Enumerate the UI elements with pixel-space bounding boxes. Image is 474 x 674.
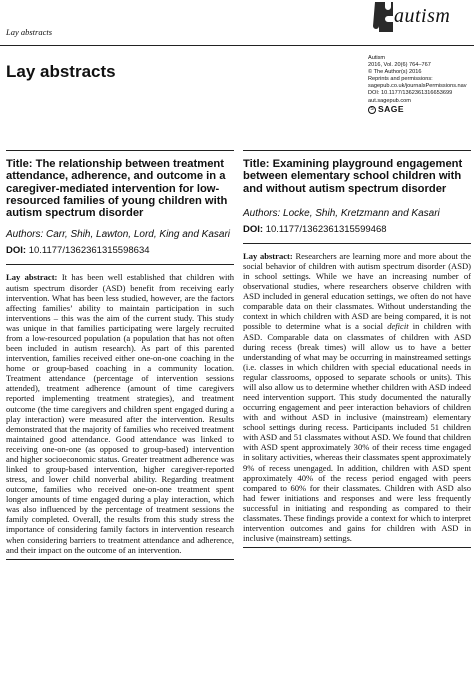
lay-abstract-emphasis: deficit <box>387 321 409 332</box>
doi-rule <box>6 264 234 265</box>
abstract-right <box>243 158 471 548</box>
running-head: Lay abstracts <box>6 27 53 37</box>
article-doi[interactable]: DOI: 10.1177/1362361316653699 <box>368 90 453 97</box>
lay-abstract-text: Researchers are learning more and more about the social behavior of children with autism spectrum disorder (ASD) in school settings. While we have an increasing number of observational studies, where researchers observe children with ASD included in general education settings, we often do not have comparable data on their classmates. Without understanding the context in which children with ASD are being compared, it is not possible to determine what is a social <box>243 250 472 332</box>
bottom-rule <box>6 559 234 560</box>
lay-abstract-body <box>6 272 234 554</box>
abstract-title: Title: Examining playground engagement between elementary school children with and without autism spectrum disorder <box>243 158 463 195</box>
abstract-authors: Authors: Locke, Shih, Kretzmann and Kasari <box>243 207 440 219</box>
journal-name: Autism <box>368 55 386 61</box>
header-rule <box>0 45 474 46</box>
lay-abstract-body <box>243 251 471 543</box>
column-rule-right <box>243 150 471 151</box>
lay-abstract-text: in children with ASD. Comparable data on classmates of children with ASD during recess (break times) will allow us to have a better understanding of what may be occurring in mainstreamed settings (i.e. classes in which children with special educational needs in regular classrooms, opposed to separate schools or units). This will also allow us to determine whether children with ASD indeed need intervention support. This study documented the naturally occurring engagement and peer interaction behaviors of children with and without ASD in inclusive (mainstream) elementary school settings during recess. Participants included 51 children with ASD and 51 classmates without ASD. We found that children with ASD spent approximately 30% of their recess time engaged in solitary activities, whereas their classmates spent approximately 9% of recess unengaged. In addition, children with ASD spent approximately 40% of the recess period engaged with peers compared to 60% for their classmates. Children with ASD also had fewer initiations and responses and were less frequently successful in initiating and responding as compared to their classmates. These findings provide a context for which to interpret intervention outcomes and gains for children with ASD in inclusive (mainstream) settings. <box>243 321 471 544</box>
journal-logo: autism <box>394 5 451 27</box>
permissions-link[interactable]: sagepub.co.uk/journalsPermissions.nav <box>368 83 467 90</box>
publisher-logo <box>368 106 473 114</box>
doi-link[interactable]: 10.1177/1362361315599468 <box>265 223 387 235</box>
abstract-left <box>6 158 234 560</box>
doi-rule <box>243 243 471 244</box>
abstract-authors: Authors: Carr, Shih, Lawton, Lord, King and Kasari <box>6 229 231 241</box>
publisher-name: SAGE <box>378 104 405 115</box>
copyright: © The Author(s) 2016 <box>368 69 422 76</box>
puzzle-piece-icon <box>371 0 395 34</box>
doi-label: DOI: <box>6 245 27 257</box>
sage-icon: S <box>368 106 376 114</box>
doi-link[interactable]: 10.1177/1362361315598634 <box>28 245 150 257</box>
abstract-doi <box>243 224 471 236</box>
abstract-doi <box>6 245 234 257</box>
lay-abstract-text: It has been well established that children with autism spectrum disorder (ASD) benefit from receiving early intervention. What has been less studied, however, are the factors affecting families’ ability to maintain participation in such interventions – this was the aim of the current study. This study was unique in that families participating were largely recruited from a low-resourced population (a population that has not often been included in autism research). As part of this parented intervention, families received either one-on-one coaching in the home or group-based coaching in a community location. Treatment attendance (percentage of intervention sessions attended), treatment adherence (amount of time caregivers reported implementing treatment strategies), and treatment outcome (the time caregivers and children spent engaged during a play interaction) were measured after the intervention. Results demonstrated that the majority of families who received treatment maintained good attendance. Good attendance was linked to receiving one-on-one (as opposed to group-based) intervention and higher socioeconomic status. Greater treatment adherence was linked to group-based intervention, higher caregiver-reported stress, and lower child nonverbal ability. Regarding treatment outcome, families who received one-on-one treatment spent longer amounts of time engaged during a play interaction, which was also influenced by the percentage of treatment sessions the family completed. Overall, the results from this study stress the importance of considering family factors in intervention research when considering barriers to treatment attendance and adherence, and their impact on the outcome of an intervention. <box>6 272 235 555</box>
reprints-label: Reprints and permissions: <box>368 76 433 83</box>
column-rule-left <box>6 150 234 151</box>
page-title: Lay abstracts <box>6 62 116 81</box>
journal-volume: 2016, Vol. 20(6) 764–767 <box>368 62 431 69</box>
journal-site-link[interactable]: aut.sagepub.com <box>368 97 411 104</box>
abstract-title: Title: The relationship between treatment attendance, adherence, and outcome in a caregiver-mediated intervention for low-resourced families of young children with autism spectrum disorder <box>6 158 228 220</box>
lay-abstract-label: Lay abstract: <box>6 272 58 283</box>
lay-abstract-label: Lay abstract: <box>243 250 293 261</box>
journal-meta <box>368 55 473 114</box>
doi-label: DOI: <box>243 223 264 235</box>
bottom-rule <box>243 547 471 548</box>
